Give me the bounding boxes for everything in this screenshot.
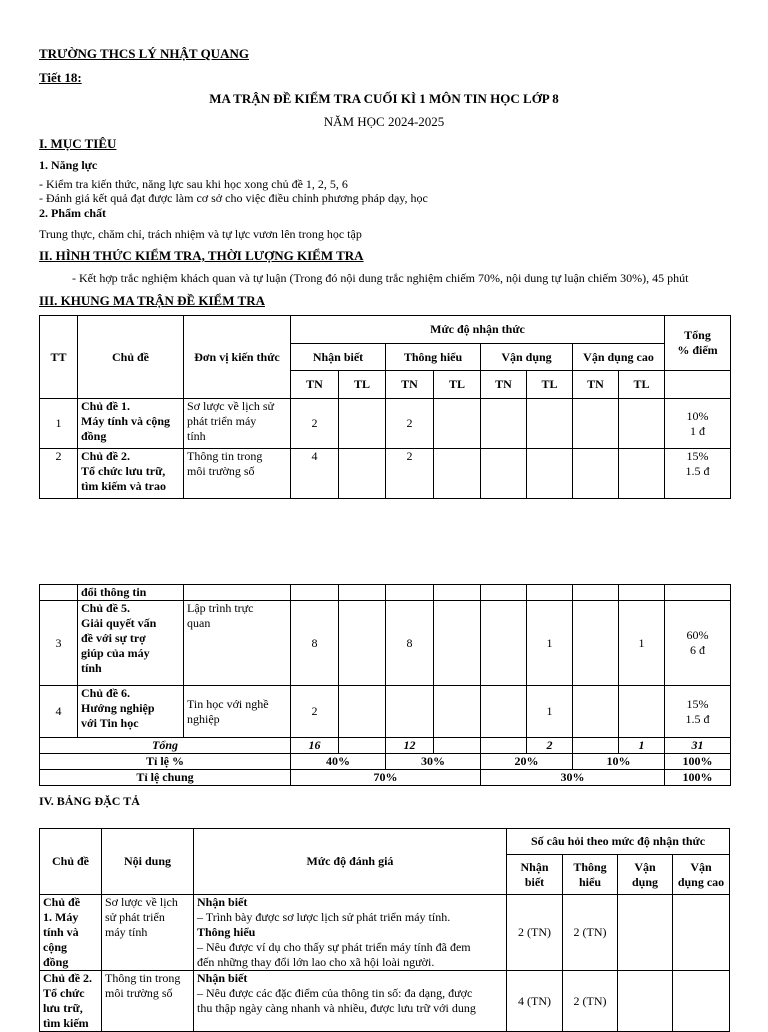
- quality-line: Trung thực, chăm chỉ, trách nhiệm và tự lực vươn lên trong học tập: [39, 227, 362, 241]
- row-tt: 3: [40, 601, 78, 686]
- table-row: [40, 449, 731, 499]
- row-tt: 4: [40, 686, 78, 738]
- spec-content: Sơ lược về lịch sử phát triển máy tính: [102, 895, 194, 971]
- table-row: [40, 971, 730, 1032]
- quality-heading: 2. Phẩm chất: [39, 206, 106, 220]
- competency-heading: 1. Năng lực: [39, 158, 98, 172]
- table-row: [40, 601, 731, 686]
- spec-header-nb: Nhận biết: [507, 855, 563, 895]
- header-tn: TN: [481, 371, 527, 399]
- spec-table: [39, 828, 730, 1032]
- row-topic: Chủ đề 2. Tổ chức lưu trữ, tìm kiếm và trao: [78, 449, 184, 499]
- ratio-all: 100%: [665, 754, 731, 770]
- document-title: MA TRẬN ĐỀ KIỂM TRA CUỐI KÌ 1 MÔN TIN HỌC LỚP 8: [209, 91, 559, 106]
- cell-th-tn: 2: [386, 449, 434, 499]
- common-label: Tỉ lệ chung: [40, 770, 291, 786]
- cell-vd-tl: 1: [527, 601, 573, 686]
- spec-th-count: 2 (TN): [563, 971, 618, 1032]
- table-row: [40, 585, 731, 601]
- spec-topic: Chủ đề 2. Tổ chức lưu trữ, tìm kiếm: [40, 971, 102, 1032]
- spec-header-vdc: Vận dụng cao: [673, 855, 730, 895]
- row-topic-continued: đổi thông tin: [78, 585, 184, 601]
- cell-vdc-tl: 1: [619, 601, 665, 686]
- section-1-heading: I. MỤC TIÊU: [39, 136, 117, 151]
- table-row: [40, 399, 731, 449]
- header-tl: TL: [339, 371, 386, 399]
- header-tn: TN: [386, 371, 434, 399]
- matrix-table-part-1: [39, 315, 731, 499]
- cell-nb-tn: 2: [291, 686, 339, 738]
- total-vd: 2: [527, 738, 573, 754]
- spec-evaluation: Nhận biết – Trình bày được sơ lược lịch sử phát triển máy tính. Thông hiểu – Nêu được ví dụ cho thấy sự phát triển máy tính đã đem đến những thay đổi lớn lao cho xã hội loài người.: [194, 895, 507, 971]
- total-th: 12: [386, 738, 434, 754]
- spec-evaluation: Nhận biết – Nêu được các đặc điểm của thông tin số: đa dạng, được thu thập ngày càng nhanh và nhiều, được lưu trữ với dung: [194, 971, 507, 1032]
- section-3-heading: III. KHUNG MA TRẬN ĐỀ KIỂM TRA: [39, 293, 265, 308]
- section-4-heading: IV. BẢNG ĐẶC TẢ: [39, 794, 140, 808]
- header-cognitive-level: Mức độ nhận thức: [291, 316, 665, 344]
- spec-content: Thông tin trong môi trường số: [102, 971, 194, 1032]
- spec-header-count: Số câu hỏi theo mức độ nhận thức: [507, 829, 730, 855]
- section-2-heading: II. HÌNH THỨC KIỂM TRA, THỜI LƯỢNG KIỂM TRA: [39, 248, 364, 263]
- objective-line-2: - Đánh giá kết quả đạt được làm cơ sở cho việc điều chỉnh phương pháp dạy, học: [39, 191, 428, 205]
- matrix-table-part-2: [39, 584, 731, 786]
- ratio-vd: 20%: [481, 754, 573, 770]
- spec-th-count: 2 (TN): [563, 895, 618, 971]
- row-unit: Thông tin trong môi trường số: [184, 449, 291, 499]
- total-all: 31: [665, 738, 731, 754]
- header-unit: Đơn vị kiến thức: [184, 316, 291, 399]
- ratio-th: 30%: [386, 754, 481, 770]
- spec-header-content: Nội dung: [102, 829, 194, 895]
- cell-nb-tn: 2: [291, 399, 339, 449]
- row-topic: Chủ đề 5. Giải quyết vấn đề với sự trợ giúp của máy tính: [78, 601, 184, 686]
- common-all: 100%: [665, 770, 731, 786]
- ratio-label: Tỉ lệ %: [40, 754, 291, 770]
- cell-percent: 10% 1 đ: [665, 399, 731, 449]
- table-row: [40, 686, 731, 738]
- total-label: Tổng: [40, 738, 291, 754]
- spec-topic: Chủ đề 1. Máy tính và cộng đồng: [40, 895, 102, 971]
- common-ratio-row: [40, 770, 731, 786]
- cell-percent: 60% 6 đ: [665, 601, 731, 686]
- cell-th-tn: 8: [386, 601, 434, 686]
- spec-nb-count: 4 (TN): [507, 971, 563, 1032]
- lesson-label: Tiết 18:: [39, 70, 82, 85]
- row-topic: Chủ đề 6. Hướng nghiệp với Tin học: [78, 686, 184, 738]
- total-vdc: 1: [619, 738, 665, 754]
- school-name: TRƯỜNG THCS LÝ NHẬT QUANG: [39, 46, 249, 61]
- row-unit: Tin học với nghề nghiệp: [184, 686, 291, 738]
- table-row: [40, 895, 730, 971]
- spec-header-evaluation: Mức độ đánh giá: [194, 829, 507, 895]
- common-left: 70%: [291, 770, 481, 786]
- total-nb: 16: [291, 738, 339, 754]
- row-tt: 2: [40, 449, 78, 499]
- ratio-row: [40, 754, 731, 770]
- row-topic: Chủ đề 1. Máy tính và cộng đồng: [78, 399, 184, 449]
- spec-nb-count: 2 (TN): [507, 895, 563, 971]
- cell-nb-tn: 4: [291, 449, 339, 499]
- cell-vd-tl: 1: [527, 686, 573, 738]
- header-tn: TN: [573, 371, 619, 399]
- row-unit: Lập trình trực quan: [184, 601, 291, 686]
- cell-percent: 15% 1.5 đ: [665, 449, 731, 499]
- header-tl: TL: [619, 371, 665, 399]
- row-tt: 1: [40, 399, 78, 449]
- header-topic: Chủ đề: [78, 316, 184, 399]
- exam-format-line: - Kết hợp trắc nghiệm khách quan và tự luận (Trong đó nội dung trắc nghiệm chiếm 70%, nội dung tự luận chiếm 30%), 45 phút: [72, 271, 689, 285]
- header-tl: TL: [434, 371, 481, 399]
- header-tn: TN: [291, 371, 339, 399]
- cell-percent: 15% 1.5 đ: [665, 686, 731, 738]
- header-comprehension: Thông hiểu: [386, 344, 481, 371]
- objective-line-1: - Kiểm tra kiến thức, năng lực sau khi học xong chủ đề 1, 2, 5, 6: [39, 177, 348, 191]
- spec-header-topic: Chủ đề: [40, 829, 102, 895]
- ratio-vdc: 10%: [573, 754, 665, 770]
- cell-nb-tn: 8: [291, 601, 339, 686]
- header-recognition: Nhận biết: [291, 344, 386, 371]
- header-tl: TL: [527, 371, 573, 399]
- row-unit: Sơ lược về lịch sử phát triển máy tính: [184, 399, 291, 449]
- header-high-application: Vận dụng cao: [573, 344, 665, 371]
- header-application: Vận dụng: [481, 344, 573, 371]
- total-row: [40, 738, 731, 754]
- spec-header-th: Thông hiểu: [563, 855, 618, 895]
- cell-th-tn: 2: [386, 399, 434, 449]
- header-tt: TT: [40, 316, 78, 399]
- spec-header-vd: Vận dụng: [618, 855, 673, 895]
- common-right: 30%: [481, 770, 665, 786]
- ratio-nb: 40%: [291, 754, 386, 770]
- school-year: NĂM HỌC 2024-2025: [323, 114, 445, 129]
- header-total: Tổng % điểm: [665, 316, 731, 371]
